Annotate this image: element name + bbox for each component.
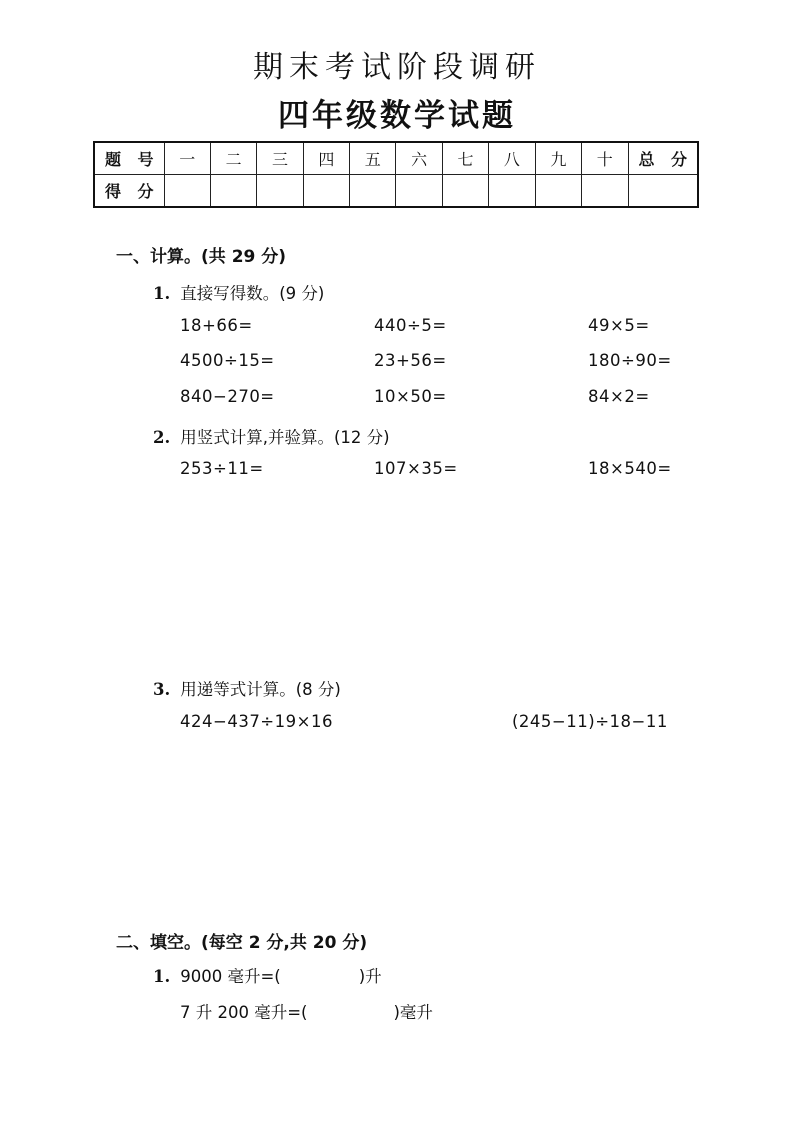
score-cell[interactable] <box>257 175 303 208</box>
score-table <box>93 141 699 208</box>
score-cell[interactable] <box>210 175 256 208</box>
score-cell[interactable] <box>396 175 442 208</box>
fill-blank-text: )升 <box>358 967 382 986</box>
column-header: 一 <box>164 142 210 175</box>
arithmetic-item: 84×2= <box>588 387 650 406</box>
exam-title: 期末考试阶段调研 <box>253 50 541 85</box>
section-1-heading: 一、计算。(共 29 分) <box>116 247 287 267</box>
question-text: 用竖式计算,并验算。(12 分) <box>180 428 390 447</box>
arithmetic-item: 440÷5= <box>374 316 447 335</box>
arithmetic-item: 18+66= <box>180 316 253 335</box>
question-text: 用递等式计算。(8 分) <box>180 680 341 699</box>
column-header: 三 <box>257 142 303 175</box>
vertical-calc-item: 18×540= <box>588 459 672 478</box>
total-score-label: 总 分 <box>628 142 698 175</box>
score-table-header-row <box>94 142 698 175</box>
score-cell[interactable] <box>303 175 349 208</box>
question-text: 直接写得数。(9 分) <box>180 284 325 303</box>
question-1-2 <box>153 424 390 448</box>
question-number: 2. <box>153 428 171 447</box>
column-header: 五 <box>350 142 396 175</box>
score-cell[interactable] <box>350 175 396 208</box>
question-number-label: 题 号 <box>94 142 164 175</box>
score-label: 得 分 <box>94 175 164 208</box>
column-header: 九 <box>535 142 581 175</box>
score-cell[interactable] <box>442 175 488 208</box>
step-calc-item: 424−437÷19×16 <box>180 712 333 731</box>
question-number: 1. <box>153 967 171 986</box>
exam-subtitle: 四年级数学试题 <box>278 98 516 134</box>
column-header: 十 <box>582 142 628 175</box>
column-header: 六 <box>396 142 442 175</box>
column-header: 七 <box>442 142 488 175</box>
question-1-3 <box>153 676 341 700</box>
column-header: 二 <box>210 142 256 175</box>
arithmetic-item: 840−270= <box>180 387 275 406</box>
score-cell[interactable] <box>582 175 628 208</box>
arithmetic-item: 49×5= <box>588 316 650 335</box>
column-header: 四 <box>303 142 349 175</box>
score-cell[interactable] <box>164 175 210 208</box>
section-2-heading: 二、填空。(每空 2 分,共 20 分) <box>116 933 368 953</box>
arithmetic-item: 4500÷15= <box>180 351 275 370</box>
arithmetic-item: 180÷90= <box>588 351 672 370</box>
question-number: 3. <box>153 680 171 699</box>
score-table-score-row <box>94 175 698 208</box>
fill-blank-text: 7 升 200 毫升=( <box>180 1003 308 1022</box>
question-2-1-line-2 <box>180 999 433 1023</box>
arithmetic-item: 10×50= <box>374 387 447 406</box>
vertical-calc-item: 107×35= <box>374 459 458 478</box>
total-score-cell[interactable] <box>628 175 698 208</box>
fill-blank-text: 9000 毫升=( <box>180 967 281 986</box>
step-calc-item: (245−11)÷18−11 <box>512 712 668 731</box>
fill-blank-text: )毫升 <box>393 1003 433 1022</box>
arithmetic-item: 23+56= <box>374 351 447 370</box>
column-header: 八 <box>489 142 535 175</box>
question-1-1 <box>153 280 324 304</box>
score-cell[interactable] <box>535 175 581 208</box>
score-cell[interactable] <box>489 175 535 208</box>
question-2-1 <box>153 963 382 987</box>
question-number: 1. <box>153 284 171 303</box>
vertical-calc-item: 253÷11= <box>180 459 264 478</box>
